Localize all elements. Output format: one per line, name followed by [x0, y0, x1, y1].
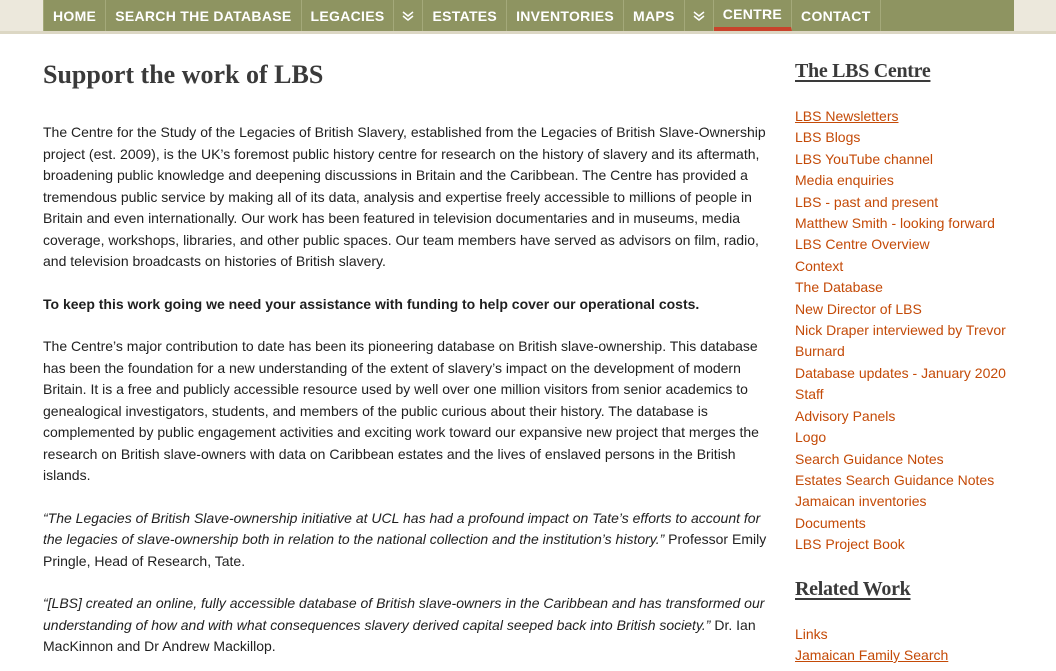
- sidebar-link-links[interactable]: Links: [795, 625, 828, 642]
- legacies-dropdown-toggle[interactable]: [394, 0, 423, 31]
- testimonial-quote: “The Legacies of British Slave-ownership initiative at UCL has had a profound impact on Tate’s efforts to account for the legacies of slave-ownership both in relation to the national collection and the institution’s history.”: [43, 509, 761, 547]
- sidebar-link-logo[interactable]: Logo: [795, 429, 827, 446]
- page-title: Support the work of LBS: [43, 60, 324, 89]
- main-nav: [43, 0, 1014, 31]
- sidebar-link-advisory-panels[interactable]: Advisory Panels: [795, 407, 896, 424]
- sidebar-link-database-updates[interactable]: Database updates - January 2020: [795, 364, 1006, 381]
- nav-legacies[interactable]: LEGACIES: [302, 0, 395, 31]
- sidebar-link-media-enquiries[interactable]: Media enquiries: [795, 172, 894, 189]
- nav-home[interactable]: HOME: [43, 0, 106, 31]
- database-paragraph: The Centre’s major contribution to date has been its pioneering database on British slave-ownership. This database has been the foundation for a new understanding of the extent of slavery’s impact on the development of modern Britain. It is a free and publicly accessible resource used by well over one million visitors from senior academics to genealogical investigators, students, and members of the public curious about their history. The database is complemented by public engagement activities and exciting work toward our expansive new project that merges the research on British slave-owners with data on Caribbean estates and the lives of enslaved persons in the British islands.: [43, 338, 759, 483]
- nav-estates[interactable]: ESTATES: [423, 0, 507, 31]
- top-bar: [0, 0, 1056, 34]
- nav-maps[interactable]: MAPS: [624, 0, 685, 31]
- sidebar-link-database[interactable]: The Database: [795, 279, 883, 296]
- intro-paragraph: The Centre for the Study of the Legacies of British Slavery, established from the Legacies of British Slave-Ownership project (est. 2009), is the UK’s foremost public history centre for research on the history of slavery and its aftermath, broadening public knowledge and deepening discussions in Britain and the Caribbean. The Centre has provided a tremendous public service by making all of its data, analysis and expertise freely accessible to millions of people in Britain and even internationally. Our work has been featured in television documentaries and in museums, media coverage, workshops, libraries, and other public spaces. Our team members have served as advisors on film, radio, and television broadcasts on histories of British slavery.: [43, 124, 766, 269]
- sidebar-heading-related-work: Related Work: [795, 577, 911, 600]
- sidebar-link-past-present[interactable]: LBS - past and present: [795, 193, 939, 210]
- sidebar-link-blogs[interactable]: LBS Blogs: [795, 129, 861, 146]
- nav-divider: [0, 31, 1056, 34]
- main-content: [43, 58, 779, 671]
- sidebar-link-project-book[interactable]: LBS Project Book: [795, 536, 905, 553]
- sidebar-link-nick-draper-interview[interactable]: Nick Draper interviewed by Trevor Burnard: [795, 322, 1006, 360]
- sidebar-link-search-guidance[interactable]: Search Guidance Notes: [795, 450, 944, 467]
- testimonial-attribution: Professor Emily Pringle, Head of Research, Tate.: [43, 531, 767, 569]
- chevron-down-icon: [693, 11, 705, 21]
- sidebar-link-newsletters[interactable]: LBS Newsletters: [795, 108, 899, 124]
- funding-appeal: To keep this work going we need your assistance with funding to help cover our operational costs.: [43, 295, 700, 312]
- nav-contact[interactable]: CONTACT: [792, 0, 881, 31]
- lbs-centre-links: [795, 106, 1045, 556]
- nav-centre[interactable]: CENTRE: [714, 0, 792, 31]
- sidebar: [795, 58, 1045, 666]
- sidebar-link-youtube[interactable]: LBS YouTube channel: [795, 150, 934, 167]
- related-work-links: [795, 624, 1045, 667]
- maps-dropdown-toggle[interactable]: [685, 0, 714, 31]
- sidebar-link-staff[interactable]: Staff: [795, 386, 824, 403]
- testimonial-attribution: Dr. Ian MacKinnon and Dr Andrew Mackillop.: [43, 616, 756, 654]
- sidebar-link-jamaican-inventories[interactable]: Jamaican inventories: [795, 493, 927, 510]
- testimonial-tate: [43, 508, 779, 573]
- sidebar-link-documents[interactable]: Documents: [795, 514, 866, 531]
- sidebar-link-jamaican-family-search[interactable]: Jamaican Family Search: [795, 646, 949, 663]
- testimonial-mackinnon: [43, 593, 779, 658]
- nav-inventories[interactable]: INVENTORIES: [507, 0, 624, 31]
- sidebar-link-estates-search-guidance[interactable]: Estates Search Guidance Notes: [795, 471, 995, 488]
- testimonial-quote: “[LBS] created an online, fully accessible database of British slave-owners in the Caribbean and has transformed our understanding of how and with what consequences slavery derived capital seeped back into British society.”: [43, 595, 765, 633]
- sidebar-link-centre-overview[interactable]: LBS Centre Overview: [795, 236, 930, 253]
- sidebar-heading-lbs-centre: The LBS Centre: [795, 60, 931, 82]
- chevron-down-icon: [402, 11, 414, 21]
- sidebar-link-context[interactable]: Context: [795, 257, 844, 274]
- sidebar-link-matthew-smith[interactable]: Matthew Smith - looking forward: [795, 215, 995, 232]
- nav-search-database[interactable]: SEARCH THE DATABASE: [106, 0, 301, 31]
- sidebar-link-new-director[interactable]: New Director of LBS: [795, 300, 922, 317]
